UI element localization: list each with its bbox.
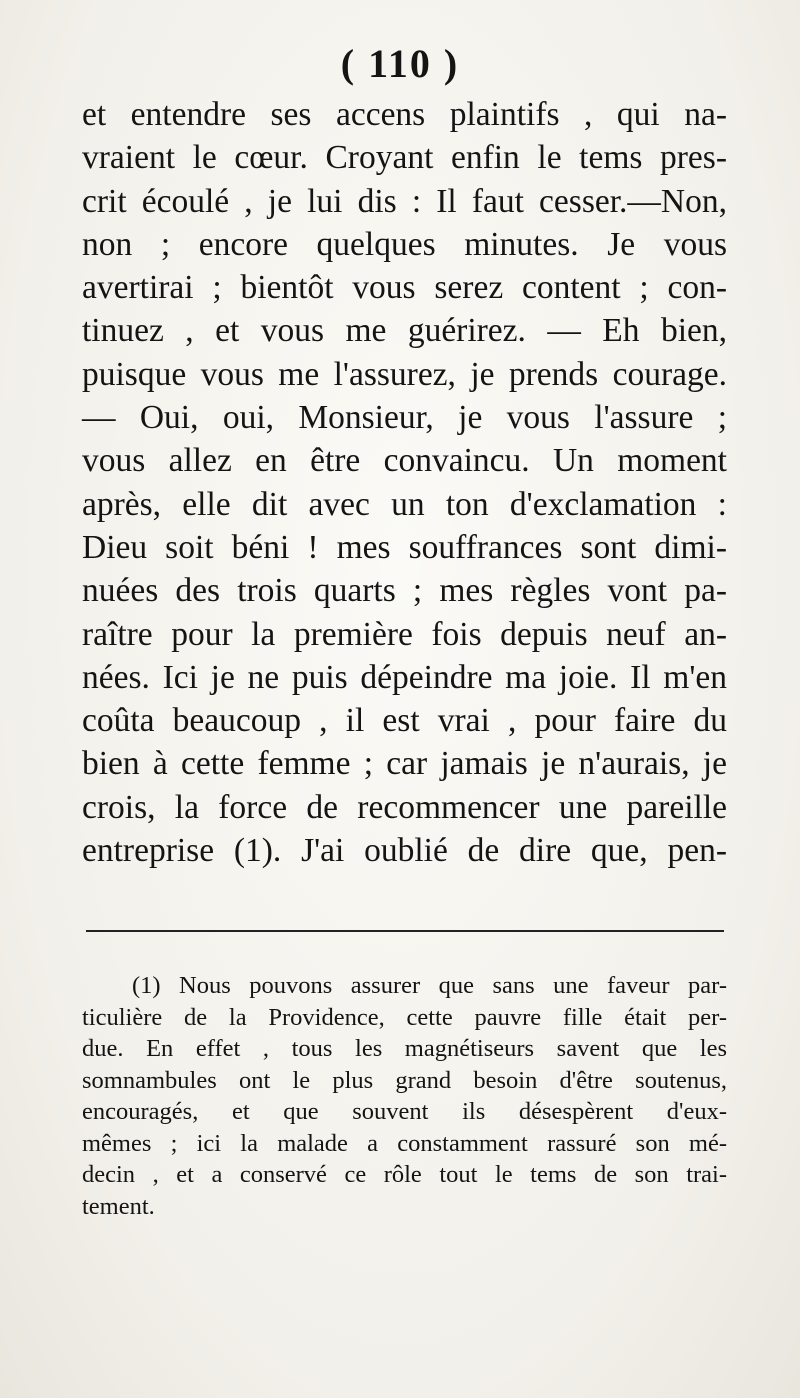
footnote-line: ticulière de la Providence, cette pauvre fille était per- [82,1003,727,1031]
text-line: coûta beaucoup , il est vrai , pour faire du [82,702,727,740]
footnote [82,970,727,1222]
footnote-line: (1) Nous pouvons assurer que sans une faveur par- [132,972,727,999]
text-line: bien à cette femme ; car jamais je n'aurais, je [82,745,727,783]
text-line: Dieu soit béni ! mes souffrances sont dimi- [82,528,727,566]
main-text [82,93,727,872]
text-line: et entendre ses accens plaintifs , qui na- [82,96,727,133]
text-line: vous allez en être convaincu. Un moment [82,442,727,480]
text-line: nées. Ici je ne puis dépeindre ma joie. Il m'en [82,658,727,696]
footnote-divider [86,930,724,932]
text-line: non ; encore quelques minutes. Je vous [82,225,727,263]
footnote-line: due. En effet , tous les magnétiseurs savent que les [82,1035,727,1062]
text-line: — Oui, oui, Monsieur, je vous l'assure ; [82,399,727,437]
text-line: tinuez , et vous me guérirez. — Eh bien, [82,312,727,350]
text-line: après, elle dit avec un ton d'exclamation : [82,485,727,523]
footnote-line: mêmes ; ici la malade a constamment rassuré son mé- [82,1129,727,1157]
text-line: vraient le cœur. Croyant enfin le tems pres- [82,139,727,177]
footnote-line: encouragés, et que souvent ils désespèrent d'eux- [82,1098,727,1125]
text-line: nuées des trois quarts ; mes règles vont pa- [82,572,727,610]
footnote-line: somnambules ont le plus grand besoin d'être soutenus, [82,1066,727,1094]
text-line: crit écoulé , je lui dis : Il faut cesser.—Non, [82,182,727,220]
text-line: crois, la force de recommencer une pareille [82,788,727,826]
page-number: ( 110 ) [340,41,460,86]
text-line: avertirai ; bientôt vous serez content ; con- [82,269,727,307]
footnote-line: decin , et a conservé ce rôle tout le tems de son trai- [82,1161,727,1188]
text-line: entreprise (1). J'ai oublié de dire que, pen- [82,832,727,870]
text-line: puisque vous me l'assurez, je prends courage. [82,355,727,393]
text-line: raître pour la première fois depuis neuf an- [82,615,727,653]
footnote-line: tement. [82,1192,155,1220]
